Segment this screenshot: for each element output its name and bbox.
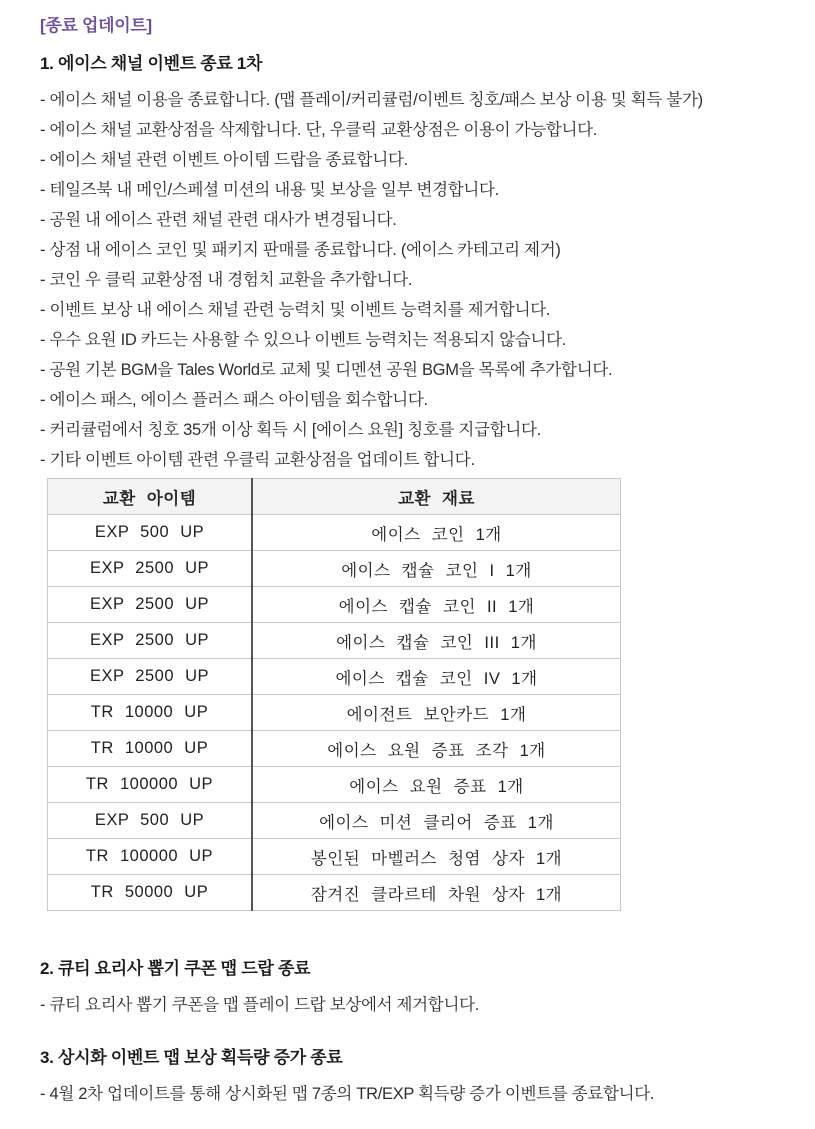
exchange-material-cell: 잠겨진 클라르테 차원 상자 1개 bbox=[252, 875, 621, 911]
section-ace-channel-end bbox=[40, 52, 795, 911]
exchange-item-cell: EXP 500 UP bbox=[48, 803, 253, 839]
exchange-material-cell: 에이스 요원 증표 조각 1개 bbox=[252, 731, 621, 767]
table-row bbox=[48, 587, 621, 623]
exchange-material-cell: 에이전트 보안카드 1개 bbox=[252, 695, 621, 731]
exchange-table-header-row bbox=[48, 479, 621, 515]
exchange-material-cell: 에이스 캡슐 코인 II 1개 bbox=[252, 587, 621, 623]
exchange-item-cell: TR 50000 UP bbox=[48, 875, 253, 911]
section-map-reward-boost-end bbox=[40, 1046, 795, 1109]
table-row bbox=[48, 803, 621, 839]
table-row bbox=[48, 659, 621, 695]
bullet-line: - 우수 요원 ID 카드는 사용할 수 있으나 이벤트 능력치는 적용되지 않습니다. bbox=[40, 331, 567, 349]
exchange-material-cell: 에이스 미션 클리어 증표 1개 bbox=[252, 803, 621, 839]
table-row bbox=[48, 695, 621, 731]
column-header-exchange-material: 교환 재료 bbox=[252, 479, 621, 515]
bullet-line: - 공원 내 에이스 관련 채널 관련 대사가 변경됩니다. bbox=[40, 211, 397, 229]
exchange-item-cell: TR 100000 UP bbox=[48, 839, 253, 875]
exchange-material-cell: 에이스 코인 1개 bbox=[252, 515, 621, 551]
exchange-material-cell: 에이스 요원 증표 1개 bbox=[252, 767, 621, 803]
exchange-item-cell: EXP 500 UP bbox=[48, 515, 253, 551]
table-row bbox=[48, 839, 621, 875]
bullet-line: - 에이스 채널 관련 이벤트 아이템 드랍을 종료합니다. bbox=[40, 151, 408, 169]
exchange-item-cell: EXP 2500 UP bbox=[48, 623, 253, 659]
exchange-material-cell: 봉인된 마벨러스 청염 상자 1개 bbox=[252, 839, 621, 875]
bullet-line: - 커리큘럼에서 칭호 35개 이상 획득 시 [에이스 요원] 칭호를 지급합니다. bbox=[40, 421, 541, 439]
exchange-table bbox=[47, 478, 621, 911]
section-2-heading: 2. 큐티 요리사 뽑기 쿠폰 맵 드랍 종료 bbox=[40, 959, 311, 978]
exchange-item-cell: TR 10000 UP bbox=[48, 731, 253, 767]
section-1-heading: 1. 에이스 채널 이벤트 종료 1차 bbox=[40, 54, 263, 73]
bullet-line: - 에이스 채널 교환상점을 삭제합니다. 단, 우클릭 교환상점은 이용이 가능합니다. bbox=[40, 121, 598, 139]
section-3-heading: 3. 상시화 이벤트 맵 보상 획득량 증가 종료 bbox=[40, 1048, 343, 1067]
exchange-item-cell: EXP 2500 UP bbox=[48, 587, 253, 623]
table-row bbox=[48, 875, 621, 911]
exchange-material-cell: 에이스 캡슐 코인 III 1개 bbox=[252, 623, 621, 659]
bullet-line: - 공원 기본 BGM을 Tales World로 교체 및 디멘션 공원 BGM을 목록에 추가합니다. bbox=[40, 361, 613, 379]
table-row bbox=[48, 623, 621, 659]
exchange-material-cell: 에이스 캡슐 코인 I 1개 bbox=[252, 551, 621, 587]
column-header-exchange-item: 교환 아이템 bbox=[48, 479, 253, 515]
table-row bbox=[48, 551, 621, 587]
table-row bbox=[48, 731, 621, 767]
table-row bbox=[48, 515, 621, 551]
section-cutie-chef-coupon-end bbox=[40, 957, 795, 1020]
bullet-line: - 테일즈북 내 메인/스페셜 미션의 내용 및 보상을 일부 변경합니다. bbox=[40, 181, 499, 199]
bullet-line: - 상점 내 에이스 코인 및 패키지 판매를 종료합니다. (에이스 카테고리 제거) bbox=[40, 241, 561, 259]
bullet-line: - 에이스 채널 이용을 종료합니다. (맵 플레이/커리큘럼/이벤트 칭호/패스 보상 이용 및 획득 불가) bbox=[40, 91, 703, 109]
exchange-item-cell: TR 100000 UP bbox=[48, 767, 253, 803]
bullet-line: - 이벤트 보상 내 에이스 채널 관련 능력치 및 이벤트 능력치를 제거합니다. bbox=[40, 301, 551, 319]
table-row bbox=[48, 767, 621, 803]
exchange-material-cell: 에이스 캡슐 코인 IV 1개 bbox=[252, 659, 621, 695]
exchange-item-cell: TR 10000 UP bbox=[48, 695, 253, 731]
bullet-line: - 기타 이벤트 아이템 관련 우클릭 교환상점을 업데이트 합니다. bbox=[40, 451, 475, 469]
bullet-line: - 코인 우 클릭 교환상점 내 경험치 교환을 추가합니다. bbox=[40, 271, 413, 289]
bullet-line: - 4월 2차 업데이트를 통해 상시화된 맵 7종의 TR/EXP 획득량 증가 이벤트를 종료합니다. bbox=[40, 1085, 655, 1103]
exchange-item-cell: EXP 2500 UP bbox=[48, 659, 253, 695]
bullet-line: - 큐티 요리사 뽑기 쿠폰을 맵 플레이 드랍 보상에서 제거합니다. bbox=[40, 996, 480, 1014]
page-title: [종료 업데이트] bbox=[40, 16, 152, 35]
bullet-line: - 에이스 패스, 에이스 플러스 패스 아이템을 회수합니다. bbox=[40, 391, 428, 409]
exchange-item-cell: EXP 2500 UP bbox=[48, 551, 253, 587]
